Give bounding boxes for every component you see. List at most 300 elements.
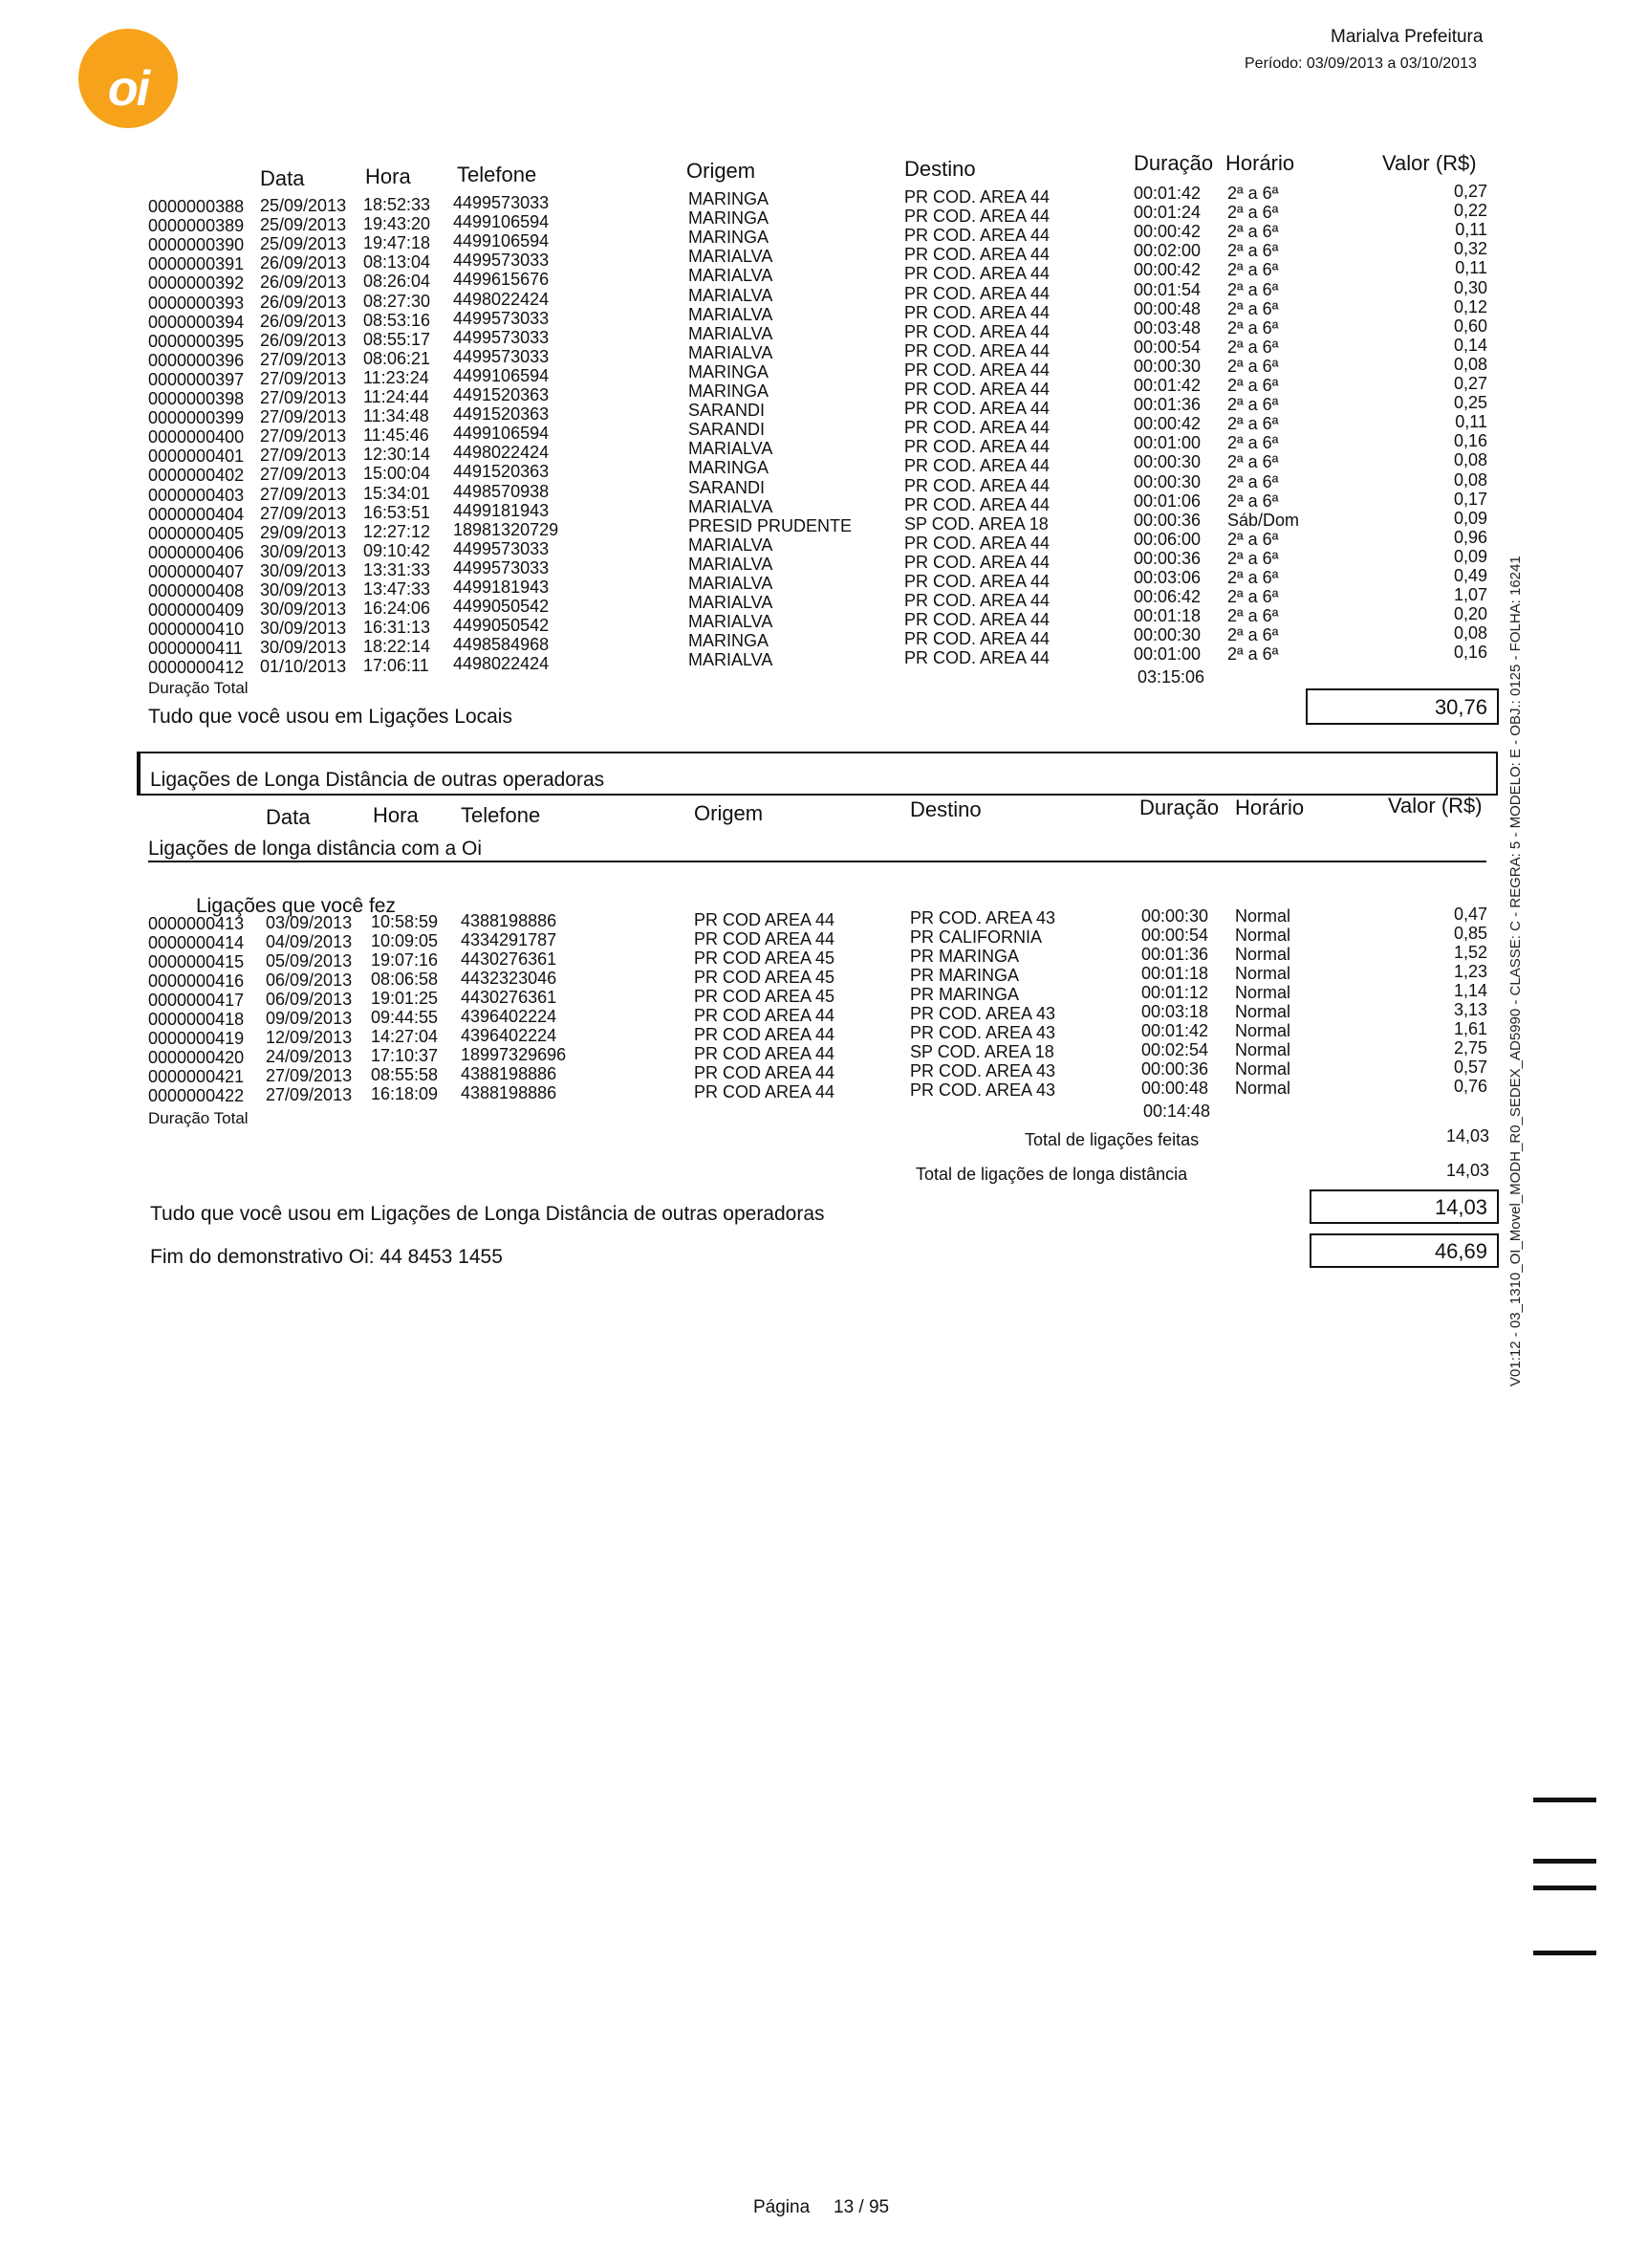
ld-subsection-rule: [148, 861, 1486, 862]
long-cell-origem: PR COD AREA 45: [694, 968, 835, 987]
local-cell-duracao: 00:00:30: [1134, 471, 1202, 491]
local-cell-horario: 2ª a 6ª: [1227, 222, 1279, 242]
local-cell-origem: SARANDI: [688, 401, 766, 421]
long-cell-telefone: 4396402224: [461, 1007, 557, 1026]
local-cell-hora: 15:34:01: [363, 483, 431, 503]
local-cell-telefone: 4499181943: [453, 500, 550, 520]
local-cell-valor: 0,14: [1453, 335, 1487, 355]
local-duration-total-label: Duração Total: [148, 679, 249, 697]
local-cell-hora: 19:43:20: [363, 214, 431, 234]
local-cell-origem: MARINGA: [688, 458, 769, 478]
local-cell-duracao: 00:03:48: [1134, 317, 1202, 338]
ld-summary-value: 14,03: [1434, 1195, 1487, 1219]
local-cell-id: 0000000398: [148, 389, 245, 408]
local-cell-horario: 2ª a 6ª: [1227, 317, 1279, 338]
local-cell-hora: 13:47:33: [363, 579, 431, 599]
local-cell-destino: PR COD. AREA 44: [904, 321, 1051, 341]
local-cell-data: 25/09/2013: [260, 196, 347, 215]
local-duration-total: 03:15:06: [1138, 667, 1205, 687]
local-cell-horario: 2ª a 6ª: [1227, 529, 1279, 549]
local-cell-id: 0000000400: [148, 427, 245, 447]
local-cell-destino: PR COD. AREA 44: [904, 629, 1051, 649]
long-cell-origem: PR COD AREA 45: [694, 987, 835, 1006]
local-cell-duracao: 00:00:42: [1134, 222, 1202, 242]
ld-total: 14,03: [1445, 1161, 1489, 1180]
local-cell-hora: 11:24:44: [363, 387, 429, 406]
local-cell-valor: 0,08: [1453, 469, 1487, 490]
local-cell-id: 0000000397: [148, 369, 245, 389]
local-cell-origem: MARIALVA: [688, 247, 773, 267]
local-cell-id: 0000000391: [148, 254, 245, 274]
local-cell-duracao: 00:06:00: [1134, 529, 1202, 549]
ld-group-label: Ligações que você fez: [196, 895, 396, 917]
long-cell-destino: PR CALIFORNIA: [910, 927, 1043, 947]
long-cell-telefone: 4430276361: [461, 949, 557, 969]
long-cell-destino: PR COD. AREA 43: [910, 1061, 1056, 1080]
oi-logo: [78, 29, 178, 128]
local-cell-origem: MARIALVA: [688, 439, 773, 459]
local-summary-value: 30,76: [1434, 695, 1487, 719]
long-cell-hora: 10:58:59: [371, 912, 439, 931]
long-row: [0, 1077, 1625, 1105]
local-cell-data: 27/09/2013: [260, 368, 347, 388]
local-cell-telefone: 4498022424: [453, 443, 550, 463]
long-cell-valor: 1,23: [1453, 962, 1487, 981]
local-cell-id: 0000000412: [148, 658, 245, 678]
local-cell-origem: MARIALVA: [688, 304, 773, 324]
local-cell-telefone: 4499573033: [453, 251, 550, 271]
local-cell-id: 0000000393: [148, 293, 245, 313]
local-cell-valor: 0,32: [1453, 239, 1487, 259]
col-hora: Hora: [365, 164, 411, 188]
local-cell-valor: 0,49: [1453, 566, 1487, 585]
local-cell-hora: 11:34:48: [363, 406, 429, 426]
long-cell-valor: 1,52: [1453, 943, 1487, 962]
local-cell-valor: 0,11: [1455, 220, 1487, 240]
long-cell-id: 0000000417: [148, 991, 245, 1010]
local-cell-telefone: 4499573033: [453, 308, 550, 328]
long-cell-data: 04/09/2013: [266, 932, 353, 951]
long-cell-telefone: 4388198886: [461, 911, 557, 930]
local-cell-hora: 18:52:33: [363, 195, 431, 214]
long-cell-id: 0000000415: [148, 952, 245, 971]
local-cell-destino: PR COD. AREA 44: [904, 264, 1051, 284]
local-cell-hora: 08:27:30: [363, 291, 431, 311]
local-cell-destino: PR COD. AREA 44: [904, 340, 1051, 360]
long-cell-data: 06/09/2013: [266, 990, 353, 1009]
local-cell-horario: 2ª a 6ª: [1227, 203, 1279, 223]
long-cell-duracao: 00:01:42: [1141, 1021, 1209, 1040]
local-cell-id: 0000000390: [148, 235, 245, 255]
local-cell-origem: MARIALVA: [688, 574, 773, 593]
long-cell-telefone: 4432323046: [461, 969, 557, 988]
long-cell-origem: PR COD AREA 44: [694, 929, 835, 949]
local-cell-id: 0000000392: [148, 273, 245, 294]
long-cell-destino: PR MARINGA: [910, 947, 1020, 966]
local-cell-id: 0000000394: [148, 312, 245, 332]
long-cell-telefone: 4430276361: [461, 988, 557, 1007]
billing-period: Período: 03/09/2013 a 03/10/2013: [1245, 55, 1477, 72]
local-cell-duracao: 00:01:18: [1134, 606, 1202, 626]
local-cell-horario: 2ª a 6ª: [1227, 337, 1279, 357]
local-cell-duracao: 00:00:42: [1134, 414, 1202, 434]
local-cell-telefone: 4499106594: [453, 231, 550, 251]
local-cell-valor: 0,30: [1453, 277, 1487, 297]
local-cell-destino: PR COD. AREA 44: [904, 302, 1051, 322]
local-cell-destino: PR COD. AREA 44: [904, 610, 1051, 630]
local-cell-id: 0000000405: [148, 523, 245, 543]
local-cell-hora: 11:45:46: [363, 425, 429, 446]
local-cell-data: 26/09/2013: [260, 330, 347, 350]
local-cell-duracao: 00:01:06: [1134, 491, 1202, 511]
local-cell-destino: PR COD. AREA 44: [904, 456, 1051, 476]
long-cell-valor: 1,14: [1453, 981, 1487, 1000]
local-cell-origem: MARINGA: [688, 208, 769, 229]
long-cell-duracao: 00:00:48: [1141, 1079, 1209, 1098]
long-cell-hora: 09:44:55: [371, 1008, 439, 1027]
local-cell-telefone: 4498022424: [453, 654, 550, 674]
local-cell-hora: 18:22:14: [363, 637, 431, 657]
marker-bar-4: [1533, 1951, 1596, 1955]
local-cell-hora: 08:06:21: [363, 348, 431, 368]
local-cell-origem: MARINGA: [688, 361, 769, 382]
long-cell-data: 12/09/2013: [266, 1028, 353, 1047]
local-cell-id: 0000000388: [148, 197, 245, 216]
local-cell-duracao: 00:01:54: [1134, 279, 1202, 299]
local-cell-origem: MARIALVA: [688, 650, 773, 670]
long-cell-data: 05/09/2013: [266, 951, 353, 970]
long-cell-horario: Normal: [1235, 964, 1291, 983]
col-data: Data: [260, 166, 305, 190]
local-cell-telefone: 4499573033: [453, 327, 550, 347]
long-cell-destino: PR MARINGA: [910, 966, 1020, 985]
long-cell-origem: PR COD AREA 44: [694, 1044, 835, 1063]
local-cell-origem: SARANDI: [688, 420, 766, 440]
local-cell-data: 26/09/2013: [260, 311, 347, 331]
long-cell-telefone: 4396402224: [461, 1026, 557, 1045]
long-cell-id: 0000000422: [148, 1086, 245, 1105]
long-cell-data: 06/09/2013: [266, 970, 353, 990]
long-cell-duracao: 00:02:54: [1141, 1040, 1209, 1059]
ld-col-data: Data: [266, 805, 311, 829]
long-cell-horario: Normal: [1235, 1002, 1291, 1021]
long-cell-duracao: 00:03:18: [1141, 1002, 1209, 1021]
long-cell-valor: 1,61: [1453, 1019, 1487, 1038]
long-cell-id: 0000000418: [148, 1010, 245, 1029]
long-cell-id: 0000000421: [148, 1067, 245, 1086]
local-cell-horario: 2ª a 6ª: [1227, 471, 1279, 491]
local-cell-hora: 09:10:42: [363, 540, 431, 560]
local-cell-hora: 19:47:18: [363, 233, 431, 253]
local-summary-label: Tudo que você usou em Ligações Locais: [148, 706, 512, 728]
local-cell-horario: 2ª a 6ª: [1227, 279, 1279, 299]
local-cell-telefone: 4491520363: [453, 462, 550, 482]
local-cell-destino: PR COD. AREA 44: [904, 591, 1051, 611]
local-cell-telefone: 18981320729: [453, 519, 559, 539]
local-cell-duracao: 00:01:00: [1134, 433, 1202, 453]
local-cell-horario: 2ª a 6ª: [1227, 298, 1279, 318]
local-cell-horario: 2ª a 6ª: [1227, 433, 1279, 453]
local-cell-valor: 0,08: [1453, 623, 1487, 643]
local-summary-box: [1306, 688, 1499, 725]
marker-bar-1: [1533, 1798, 1596, 1802]
ld-col-destino: Destino: [910, 797, 982, 821]
local-cell-origem: PRESID PRUDENTE: [688, 515, 853, 535]
local-cell-id: 0000000389: [148, 216, 245, 236]
local-cell-hora: 08:13:04: [363, 252, 431, 273]
long-cell-horario: Normal: [1235, 906, 1291, 926]
local-cell-destino: PR COD. AREA 44: [904, 533, 1051, 553]
local-cell-duracao: 00:00:30: [1134, 625, 1202, 645]
local-cell-telefone: 4491520363: [453, 385, 550, 404]
local-cell-destino: PR COD. AREA 44: [904, 648, 1051, 668]
local-cell-valor: 0,20: [1453, 604, 1487, 624]
local-cell-duracao: 00:00:54: [1134, 337, 1202, 357]
col-origem: Origem: [686, 159, 756, 183]
local-cell-duracao: 00:03:06: [1134, 568, 1202, 587]
local-cell-data: 27/09/2013: [260, 503, 347, 523]
ld-col-horario: Horário: [1235, 796, 1305, 819]
long-cell-valor: 0,85: [1453, 924, 1487, 943]
local-cell-telefone: 4499106594: [453, 424, 550, 444]
long-cell-hora: 10:09:05: [371, 931, 439, 950]
local-cell-destino: PR COD. AREA 44: [904, 418, 1051, 438]
long-cell-telefone: 4388198886: [461, 1083, 557, 1102]
ld-col-hora: Hora: [373, 803, 419, 827]
local-cell-horario: 2ª a 6ª: [1227, 491, 1279, 511]
local-cell-telefone: 4499106594: [453, 212, 550, 232]
local-cell-id: 0000000411: [148, 639, 243, 659]
local-cell-valor: 0,11: [1455, 258, 1487, 278]
local-cell-valor: 0,22: [1453, 201, 1487, 221]
ld-total-feitas-label: Total de ligações feitas: [1025, 1130, 1200, 1149]
local-cell-data: 30/09/2013: [260, 560, 347, 580]
local-cell-origem: MARIALVA: [688, 285, 773, 305]
local-cell-data: 27/09/2013: [260, 426, 347, 447]
local-cell-data: 01/10/2013: [260, 657, 347, 677]
local-cell-duracao: 00:01:36: [1134, 395, 1202, 415]
local-cell-telefone: 4498584968: [453, 635, 550, 655]
local-cell-destino: PR COD. AREA 44: [904, 187, 1051, 207]
local-cell-destino: PR COD. AREA 44: [904, 283, 1051, 303]
local-cell-id: 0000000395: [148, 331, 245, 351]
ld-col-duracao: Duração: [1139, 796, 1220, 819]
end-of-statement-label: Fim do demonstrativo Oi: 44 8453 1455: [150, 1246, 503, 1268]
local-cell-destino: PR COD. AREA 44: [904, 207, 1051, 227]
local-cell-duracao: 00:00:36: [1134, 510, 1202, 530]
local-cell-data: 27/09/2013: [260, 407, 347, 427]
local-cell-data: 30/09/2013: [260, 600, 347, 620]
local-cell-horario: 2ª a 6ª: [1227, 184, 1279, 203]
local-cell-id: 0000000406: [148, 542, 245, 562]
local-cell-telefone: 4499050542: [453, 597, 550, 617]
long-cell-duracao: 00:01:12: [1141, 983, 1209, 1002]
local-cell-duracao: 00:00:30: [1134, 356, 1202, 376]
ld-col-telefone: Telefone: [461, 803, 541, 827]
local-cell-destino: PR COD. AREA 44: [904, 572, 1051, 591]
local-cell-origem: MARIALVA: [688, 496, 773, 516]
local-cell-duracao: 00:00:30: [1134, 452, 1202, 472]
footer-page-label: Página: [753, 2197, 811, 2217]
local-cell-valor: 0,25: [1453, 393, 1487, 413]
grand-total-box: [1310, 1233, 1499, 1268]
long-cell-horario: Normal: [1235, 1040, 1291, 1059]
local-cell-valor: 0,08: [1453, 450, 1487, 470]
local-cell-telefone: 4499573033: [453, 538, 550, 558]
local-cell-id: 0000000403: [148, 485, 245, 505]
local-cell-data: 25/09/2013: [260, 215, 347, 235]
local-cell-data: 27/09/2013: [260, 465, 347, 485]
long-cell-telefone: 18997329696: [461, 1045, 567, 1064]
long-cell-duracao: 00:00:36: [1141, 1059, 1209, 1079]
local-cell-horario: 2ª a 6ª: [1227, 414, 1279, 434]
long-cell-data: 03/09/2013: [266, 913, 353, 932]
ld-col-origem: Origem: [694, 801, 764, 825]
local-cell-telefone: 4498022424: [453, 289, 550, 309]
local-cell-destino: PR COD. AREA 44: [904, 360, 1051, 380]
local-cell-destino: PR COD. AREA 44: [904, 245, 1051, 265]
local-cell-data: 27/09/2013: [260, 446, 347, 466]
local-cell-valor: 0,16: [1453, 431, 1487, 451]
long-cell-valor: 2,75: [1453, 1038, 1487, 1058]
local-cell-id: 0000000401: [148, 447, 245, 467]
local-cell-data: 30/09/2013: [260, 541, 347, 561]
long-cell-telefone: 4334291787: [461, 930, 557, 949]
local-cell-horario: 2ª a 6ª: [1227, 356, 1279, 376]
local-cell-duracao: 00:01:42: [1134, 184, 1202, 203]
local-cell-horario: 2ª a 6ª: [1227, 260, 1279, 280]
long-cell-duracao: 00:01:36: [1141, 945, 1209, 964]
local-cell-data: 27/09/2013: [260, 349, 347, 369]
local-cell-id: 0000000410: [148, 620, 245, 640]
local-cell-data: 27/09/2013: [260, 388, 347, 407]
long-cell-horario: Normal: [1235, 926, 1291, 945]
local-cell-hora: 08:53:16: [363, 310, 431, 330]
local-cell-horario: 2ª a 6ª: [1227, 606, 1279, 626]
local-cell-hora: 16:53:51: [363, 502, 431, 522]
long-cell-horario: Normal: [1235, 983, 1291, 1002]
long-cell-horario: Normal: [1235, 1079, 1291, 1098]
local-cell-origem: MARIALVA: [688, 342, 773, 362]
ld-total-label: Total de ligações de longa distância: [916, 1165, 1188, 1184]
local-cell-data: 30/09/2013: [260, 619, 347, 639]
ld-duration-total-label: Duração Total: [148, 1109, 249, 1127]
long-cell-horario: Normal: [1235, 1021, 1291, 1040]
long-cell-data: 09/09/2013: [266, 1009, 353, 1028]
long-cell-valor: 0,76: [1453, 1077, 1487, 1096]
local-cell-telefone: 4499573033: [453, 557, 550, 578]
long-cell-origem: PR COD AREA 45: [694, 949, 835, 968]
local-cell-data: 26/09/2013: [260, 292, 347, 312]
local-cell-origem: MARIALVA: [688, 554, 773, 574]
local-cell-duracao: 00:00:36: [1134, 548, 1202, 568]
long-cell-duracao: 00:00:54: [1141, 926, 1209, 945]
col-destino: Destino: [904, 157, 976, 181]
local-cell-hora: 08:26:04: [363, 272, 431, 292]
local-cell-origem: MARINGA: [688, 631, 769, 651]
local-cell-duracao: 00:01:24: [1134, 203, 1202, 223]
local-cell-origem: MARINGA: [688, 228, 769, 248]
marker-bar-3: [1533, 1886, 1596, 1890]
local-cell-horario: Sáb/Dom: [1227, 510, 1300, 530]
local-cell-duracao: 00:06:42: [1134, 587, 1202, 607]
local-cell-horario: 2ª a 6ª: [1227, 568, 1279, 587]
footer-page-number: 13 / 95: [834, 2197, 890, 2217]
side-tracking-code: V01:12 - 03_1310_OI_Movel_MODH_R0_SEDEX_AD5990 - CLASSE: C - REGRA: 5 - MODELO: E - OBJ.: 0125 - FOLHA: 16241: [1507, 556, 1524, 1386]
local-cell-valor: 0,27: [1453, 374, 1487, 393]
logo-text: oi: [107, 61, 149, 117]
long-cell-id: 0000000414: [148, 933, 245, 952]
local-cell-hora: 12:27:12: [363, 521, 431, 541]
local-cell-data: 29/09/2013: [260, 522, 347, 542]
long-cell-origem: PR COD AREA 44: [694, 1063, 835, 1082]
col-horario: Horário: [1225, 151, 1295, 175]
local-cell-duracao: 00:01:00: [1134, 644, 1202, 665]
local-cell-valor: 0,17: [1453, 489, 1487, 509]
local-row: [0, 182, 1625, 216]
marker-bar-2: [1533, 1859, 1596, 1864]
ld-duration-total: 00:14:48: [1143, 1101, 1211, 1121]
local-cell-origem: MARIALVA: [688, 534, 773, 555]
local-cell-valor: 0,16: [1453, 643, 1487, 663]
local-cell-destino: PR COD. AREA 44: [904, 437, 1051, 457]
local-cell-id: 0000000408: [148, 581, 245, 600]
local-cell-id: 0000000402: [148, 466, 245, 486]
local-cell-valor: 1,07: [1453, 585, 1487, 605]
local-cell-data: 26/09/2013: [260, 253, 347, 273]
local-cell-telefone: 4498570938: [453, 481, 550, 501]
local-cell-data: 30/09/2013: [260, 580, 347, 600]
local-cell-valor: 0,12: [1453, 296, 1487, 316]
local-cell-destino: PR COD. AREA 44: [904, 380, 1051, 399]
local-cell-telefone: 4499573033: [453, 346, 550, 366]
local-cell-valor: 0,11: [1455, 412, 1487, 432]
ld-subsection-title: Ligações de longa distância com a Oi: [148, 838, 483, 860]
long-cell-id: 0000000419: [148, 1029, 245, 1048]
ld-total-feitas: 14,03: [1445, 1126, 1489, 1145]
local-cell-origem: SARANDI: [688, 477, 766, 497]
local-cell-duracao: 00:02:00: [1134, 241, 1202, 261]
local-cell-duracao: 00:00:42: [1134, 260, 1202, 280]
long-cell-hora: 19:07:16: [371, 950, 439, 970]
local-cell-hora: 11:23:24: [363, 367, 429, 387]
local-cell-id: 0000000399: [148, 408, 245, 428]
long-cell-origem: PR COD AREA 44: [694, 1082, 835, 1101]
long-cell-hora: 08:55:58: [371, 1065, 439, 1084]
local-cell-destino: PR COD. AREA 44: [904, 399, 1051, 419]
long-cell-hora: 16:18:09: [371, 1084, 439, 1103]
local-cell-origem: MARINGA: [688, 189, 769, 208]
local-cell-id: 0000000404: [148, 504, 245, 524]
local-cell-origem: MARIALVA: [688, 323, 773, 343]
ld-summary-label: Tudo que você usou em Ligações de Longa Distância de outras operadoras: [150, 1203, 825, 1225]
local-cell-destino: PR COD. AREA 44: [904, 475, 1051, 495]
local-cell-destino: PR COD. AREA 44: [904, 494, 1051, 514]
long-cell-hora: 14:27:04: [371, 1027, 439, 1046]
long-cell-duracao: 00:01:18: [1141, 964, 1209, 983]
grand-total-value: 46,69: [1434, 1239, 1487, 1263]
ld-summary-box: [1310, 1189, 1499, 1224]
local-cell-telefone: 4499050542: [453, 616, 550, 636]
long-cell-destino: PR COD. AREA 43: [910, 1004, 1056, 1023]
long-cell-valor: 0,57: [1453, 1058, 1487, 1077]
local-cell-telefone: 4499181943: [453, 578, 550, 597]
local-cell-destino: PR COD. AREA 44: [904, 226, 1051, 246]
local-cell-hora: 12:30:14: [363, 445, 431, 465]
long-cell-data: 27/09/2013: [266, 1066, 353, 1085]
local-cell-hora: 16:24:06: [363, 599, 431, 619]
long-cell-destino: PR MARINGA: [910, 985, 1020, 1004]
